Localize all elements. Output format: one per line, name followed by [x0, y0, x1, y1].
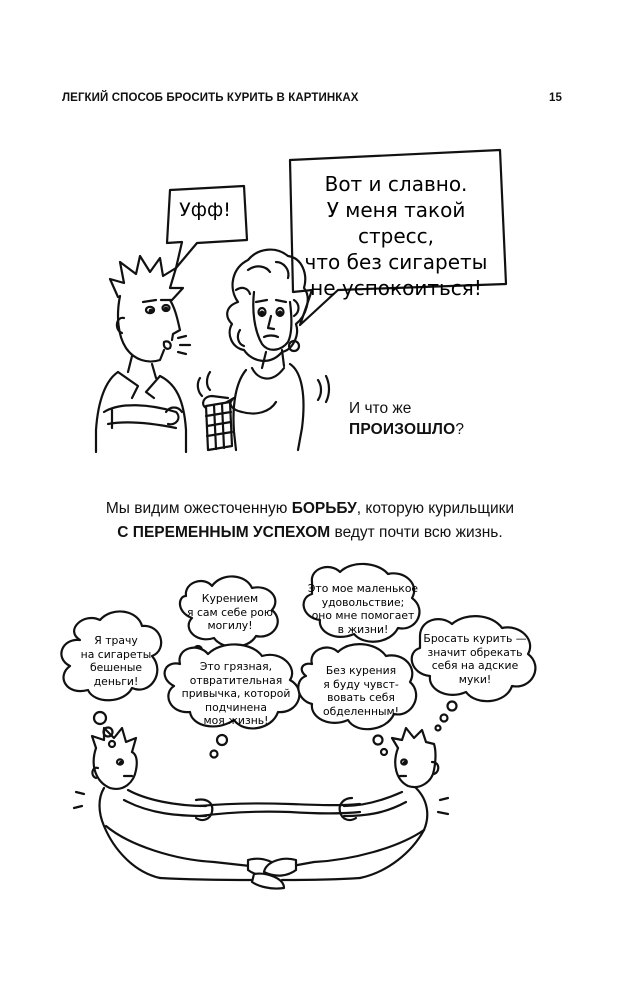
caption-paragraph	[60, 497, 560, 545]
thought-line: оно мне помогает	[311, 609, 415, 622]
caption-line-1	[60, 497, 560, 521]
speech-line: Вот и славно.	[324, 172, 468, 196]
thought-line: Я трачу	[94, 634, 138, 647]
thought-line: обделенным!	[322, 704, 400, 718]
thought-line: Это грязная,	[199, 660, 273, 673]
caption-text: ведут почти всю жизнь.	[330, 524, 503, 541]
thought-line: на сигареты	[80, 647, 152, 661]
man-speech-text: Уфф!	[179, 199, 231, 221]
thought-line: я буду чувст-	[323, 677, 399, 691]
question-text	[349, 398, 469, 440]
thought-line: удовольствие;	[321, 595, 405, 609]
thought-line: привычка, которой	[181, 687, 291, 700]
caption-line-2	[60, 521, 560, 545]
thought-line: бешеные	[89, 661, 143, 674]
thought-line: муки!	[458, 672, 492, 686]
thought-text-pleasure	[306, 582, 420, 636]
thought-line: вовать себя	[327, 691, 395, 704]
thought-line: могилу!	[207, 619, 253, 632]
man-figure	[96, 256, 190, 452]
thought-line: в жизни!	[337, 622, 389, 636]
caption-bold: С ПЕРЕМЕННЫМ УСПЕХОМ	[117, 524, 331, 541]
tug-of-war-figures	[74, 728, 448, 889]
thought-line: я сам себе рою	[187, 605, 273, 619]
thought-line: себя на адские	[431, 659, 519, 672]
caption-text: Мы видим ожесточенную	[105, 500, 292, 517]
thought-text-money	[66, 634, 166, 688]
question-emphasis: ПРОИЗОШЛО	[349, 421, 456, 438]
thought-line: моя жизнь!	[203, 714, 269, 727]
woman-speech-text	[296, 171, 496, 301]
speech-line: У меня такой стресс,	[326, 198, 466, 248]
thought-line: Это мое маленькое	[307, 582, 419, 595]
page-number: 15	[549, 92, 562, 104]
thought-text-deprived	[306, 664, 416, 718]
thought-line: деньги!	[93, 674, 139, 688]
speech-line: что без сигареты	[304, 250, 488, 274]
thought-line: Без курения	[325, 664, 397, 677]
question-mark: ?	[455, 421, 464, 438]
thought-line: отвратительная	[189, 673, 283, 687]
caption-bold: БОРЬБУ	[291, 500, 357, 517]
thought-line: Бросать курить —	[423, 632, 527, 645]
question-line-2	[349, 419, 469, 440]
thought-line: подчинена	[205, 700, 267, 714]
question-line: И что же	[349, 400, 412, 417]
thought-text-torment	[416, 632, 534, 686]
book-title: ЛЕГКИЙ СПОСОБ БРОСИТЬ КУРИТЬ В КАРТИНКАХ	[62, 92, 359, 104]
thought-text-dirty	[174, 660, 298, 728]
thought-line: значит обрекать	[427, 645, 523, 659]
thought-line: Курением	[201, 592, 259, 605]
thought-text-grave	[180, 592, 280, 633]
caption-text: , которую курильщики	[356, 500, 515, 517]
speech-line: не успокоиться!	[310, 276, 482, 300]
